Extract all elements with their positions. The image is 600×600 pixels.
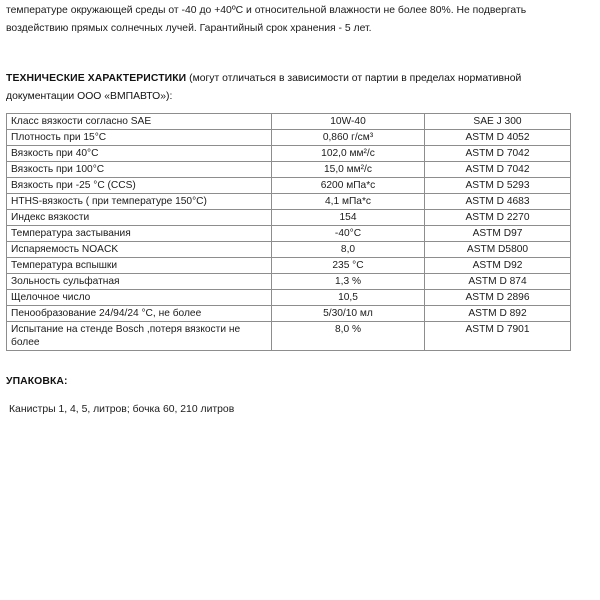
specifications-table-body <box>7 114 571 351</box>
tech-specs-title: ТЕХНИЧЕСКИЕ ХАРАКТЕРИСТИКИ <box>6 73 187 84</box>
spec-value-cell: 10W-40 <box>272 114 425 130</box>
spec-standard-cell: ASTM D 2270 <box>425 210 571 226</box>
spec-name-cell: Вязкость при 40°C <box>7 146 272 162</box>
table-row <box>7 322 571 351</box>
table-row <box>7 178 571 194</box>
spec-name-cell: Плотность при 15°C <box>7 130 272 146</box>
table-row <box>7 226 571 242</box>
spec-value-cell: 0,860 г/см³ <box>272 130 425 146</box>
spec-name-cell: Щелочное число <box>7 290 272 306</box>
spec-name-cell: Пенообразование 24/94/24 °C, не более <box>7 306 272 322</box>
table-row <box>7 306 571 322</box>
spec-standard-cell: ASTM D 2896 <box>425 290 571 306</box>
spec-name-cell: Испаряемость NOACK <box>7 242 272 258</box>
table-row <box>7 146 571 162</box>
intro-line-1: температуре окружающей среды от -40 до +40ºC и относительной влажности не более 80%. Не подвергать <box>6 5 527 16</box>
table-row <box>7 194 571 210</box>
spec-name-cell: Вязкость при 100°C <box>7 162 272 178</box>
intro-line-2: воздействию прямых солнечных лучей. Гарантийный срок хранения - 5 лет. <box>6 23 372 34</box>
packaging-heading: УПАКОВКА: <box>6 376 68 387</box>
spec-value-cell: 154 <box>272 210 425 226</box>
spec-value-cell: 15,0 мм²/с <box>272 162 425 178</box>
table-row <box>7 162 571 178</box>
spec-value-cell: 102,0 мм²/с <box>272 146 425 162</box>
spec-name-cell: Индекс вязкости <box>7 210 272 226</box>
tech-specs-note: (могут отличаться в зависимости от партии в пределах нормативной <box>186 73 522 84</box>
spec-value-cell: -40°C <box>272 226 425 242</box>
spec-standard-cell: ASTM D 4052 <box>425 130 571 146</box>
spec-value-cell: 8,0 <box>272 242 425 258</box>
spec-standard-cell: ASTM D 892 <box>425 306 571 322</box>
spec-name-cell: Испытание на стенде Bosch ,потеря вязкости не более <box>7 322 272 351</box>
spec-value-cell: 6200 мПа*с <box>272 178 425 194</box>
table-row <box>7 114 571 130</box>
spec-name-cell: Температура застывания <box>7 226 272 242</box>
spec-standard-cell: ASTM D 7042 <box>425 162 571 178</box>
intro-paragraph <box>6 2 594 38</box>
table-row <box>7 130 571 146</box>
spec-name-cell: HTHS-вязкость ( при температуре 150°C) <box>7 194 272 210</box>
spec-name-cell: Вязкость при -25 °C (CCS) <box>7 178 272 194</box>
spec-name-cell: Зольность сульфатная <box>7 274 272 290</box>
table-row <box>7 258 571 274</box>
table-row <box>7 290 571 306</box>
spec-value-cell: 5/30/10 мл <box>272 306 425 322</box>
spec-standard-cell: ASTM D92 <box>425 258 571 274</box>
table-row <box>7 274 571 290</box>
spec-standard-cell: ASTM D97 <box>425 226 571 242</box>
tech-specs-note-line2: документации ООО «ВМПАВТО»): <box>6 91 173 102</box>
spec-standard-cell: SAE J 300 <box>425 114 571 130</box>
spec-standard-cell: ASTM D 5293 <box>425 178 571 194</box>
spec-standard-cell: ASTM D 4683 <box>425 194 571 210</box>
spec-standard-cell: ASTM D 874 <box>425 274 571 290</box>
spec-name-cell: Класс вязкости согласно SAE <box>7 114 272 130</box>
spec-value-cell: 10,5 <box>272 290 425 306</box>
spec-value-cell: 8,0 % <box>272 322 425 351</box>
spec-standard-cell: ASTM D 7901 <box>425 322 571 351</box>
spec-standard-cell: ASTM D 7042 <box>425 146 571 162</box>
spec-standard-cell: ASTM D5800 <box>425 242 571 258</box>
spec-value-cell: 4,1 мПа*с <box>272 194 425 210</box>
tech-specs-heading <box>6 70 566 106</box>
spec-value-cell: 1,3 % <box>272 274 425 290</box>
spec-name-cell: Температура вспышки <box>7 258 272 274</box>
table-row <box>7 210 571 226</box>
specifications-table <box>6 113 571 351</box>
spec-value-cell: 235 °C <box>272 258 425 274</box>
table-row <box>7 242 571 258</box>
packaging-text: Канистры 1, 4, 5, литров; бочка 60, 210 литров <box>9 404 235 415</box>
